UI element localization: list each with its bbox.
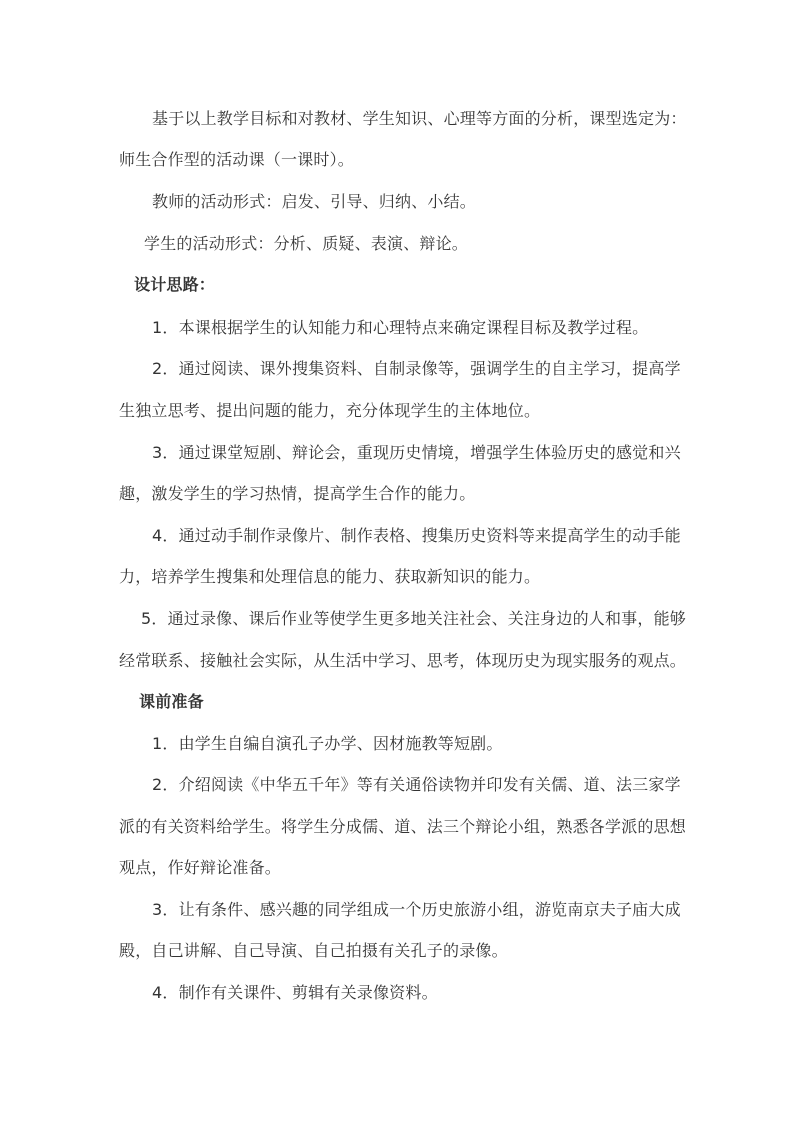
design-item-5-line-2: 经常联系、接触社会实际，从生活中学习、思考，体现历史为现实服务的观点。: [119, 651, 687, 670]
design-item-4-line-1: 4．通过动手制作录像片、制作表格、搜集历史资料等来提高学生的动手能: [152, 526, 681, 545]
prep-item-3-line-1: 3．让有条件、感兴趣的同学组成一个历史旅游小组，游览南京夫子庙大成: [152, 900, 681, 919]
design-item-4-line-2: 力，培养学生搜集和处理信息的能力、获取新知识的能力。: [119, 567, 541, 586]
prep-item-1-line-1: 1．由学生自编自演孔子办学、因材施教等短剧。: [152, 734, 503, 753]
teacher-activity-forms: 教师的活动形式：启发、引导、归纳、小结。: [152, 192, 477, 211]
design-item-1-line-1: 1．本课根据学生的认知能力和心理特点来确定课程目标及教学过程。: [152, 318, 649, 337]
intro-paragraph-line-2: 师生合作型的活动课（一课时）。: [119, 150, 355, 169]
intro-paragraph-line-1: 基于以上教学目标和对教材、学生知识、心理等方面的分析，课型选定为：: [152, 109, 687, 128]
design-ideas-heading: 设计思路：: [134, 275, 216, 294]
design-item-5-line-1: 5．通过录像、课后作业等使学生更多地关注社会、关注身边的人和事，能够: [141, 609, 686, 628]
pre-class-preparation-heading: 课前准备: [139, 692, 204, 711]
prep-item-2-line-1: 2．介绍阅读《中华五千年》等有关通俗读物并印发有关儒、道、法三家学: [152, 775, 681, 794]
prep-item-2-line-2: 派的有关资料给学生。将学生分成儒、道、法三个辩论小组，熟悉各学派的思想: [119, 817, 687, 836]
student-activity-forms: 学生的活动形式：分析、质疑、表演、辩论。: [144, 234, 469, 253]
prep-item-2-line-3: 观点，作好辩论准备。: [119, 858, 282, 877]
prep-item-4-line-1: 4．制作有关课件、剪辑有关录像资料。: [152, 983, 438, 1002]
design-item-2-line-2: 生独立思考、提出问题的能力，充分体现学生的主体地位。: [119, 401, 541, 420]
design-item-3-line-2: 趣，激发学生的学习热情，提高学生合作的能力。: [119, 484, 476, 503]
design-item-2-line-1: 2．通过阅读、课外搜集资料、自制录像等，强调学生的自主学习，提高学: [152, 359, 681, 378]
prep-item-3-line-2: 殿，自己讲解、自己导演、自己拍摄有关孔子的录像。: [119, 941, 508, 960]
design-item-3-line-1: 3．通过课堂短剧、辩论会，重现历史情境，增强学生体验历史的感觉和兴: [152, 443, 681, 462]
